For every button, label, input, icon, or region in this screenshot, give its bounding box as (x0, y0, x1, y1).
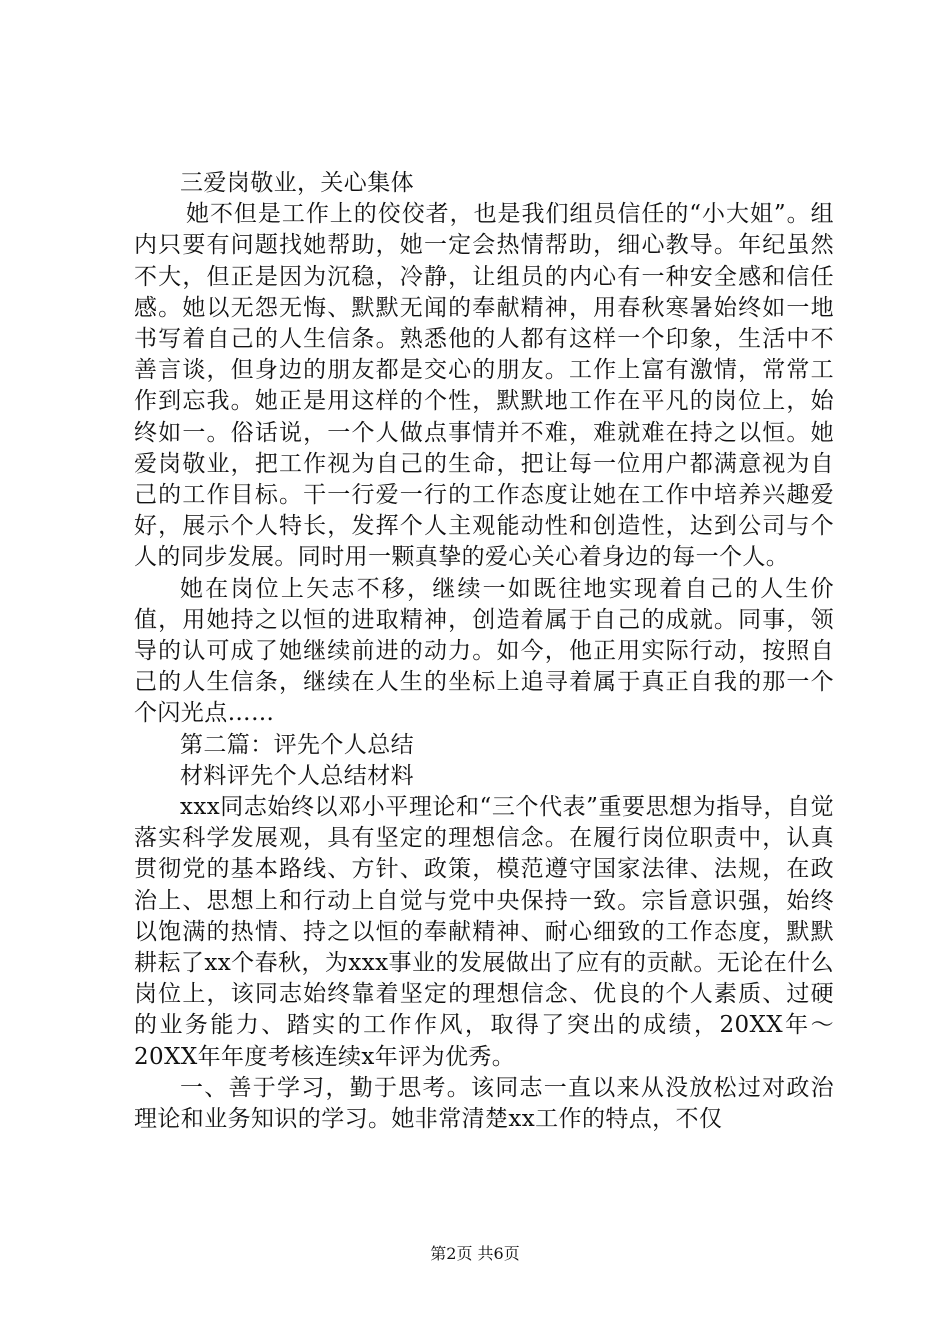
body-paragraph: 她在岗位上矢志不移，继续一如既往地实现着自己的人生价值，用她持之以恒的进取精神，创造着属于自己的成就。同事，领导的认可成了她继续前进的动力。如今，他正用实际行动，按照自己的人生信条，继续在人生的坐标上追寻着属于真正自我的那一个个闪光点…… (134, 575, 834, 727)
document-body (134, 168, 834, 1135)
body-paragraph: xxx同志始终以邓小平理论和“三个代表”重要思想为指导，自觉落实科学发展观，具有坚定的理想信念。在履行岗位职责中，认真贯彻党的基本路线、方针、政策，模范遵守国家法律、法规，在政治上、思想上和行动上自觉与党中央保持一致。宗旨意识强，始终以饱满的热情、持之以恒的奉献精神、耐心细致的工作态度，默默耕耘了xx个春秋，为xxx事业的发展做出了应有的贡献。无论在什么岗位上，该同志始终靠着坚定的理想信念、优良的个人素质、过硬的业务能力、踏实的工作作风，取得了突出的成绩，20XX年～20XX年年度考核连续x年评为优秀。 (134, 794, 834, 1070)
chapter-subtitle: 材料评先个人总结材料 (180, 762, 414, 789)
chapter-heading: 第二篇：评先个人总结 (180, 731, 414, 758)
section-heading: 三爱岗敬业，关心集体 (180, 170, 414, 196)
body-paragraph: 一、善于学习，勤于思考。该同志一直以来从没放松过对政治理论和业务知识的学习。她非常清楚xx工作的特点，不仅 (134, 1074, 834, 1133)
body-paragraph: 她不但是工作上的佼佼者，也是我们组员信任的“小大姐”。组内只要有问题找她帮助，她一定会热情帮助，细心教导。年纪虽然不大，但正是因为沉稳，冷静，让组员的内心有一种安全感和信任感。她以无怨无悔、默默无闻的奉献精神，用春秋寒暑始终如一地书写着自己的人生信条。熟悉他的人都有这样一个印象，生活中不善言谈，但身边的朋友都是交心的朋友。工作上富有激情，常常工作到忘我。她正是用这样的个性，默默地工作在平凡的岗位上，始终如一。俗话说，一个人做点事情并不难，难就难在持之以恒。她爱岗敬业，把工作视为自己的生命，把让每一位用户都满意视为自己的工作目标。干一行爱一行的工作态度让她在工作中培养兴趣爱好，展示个人特长，发挥个人主观能动性和创造性，达到公司与个人的同步发展。同时用一颗真挚的爱心关心着身边的每一个人。 (134, 201, 834, 571)
page-number-footer: 第2页 共6页 (430, 1244, 520, 1263)
